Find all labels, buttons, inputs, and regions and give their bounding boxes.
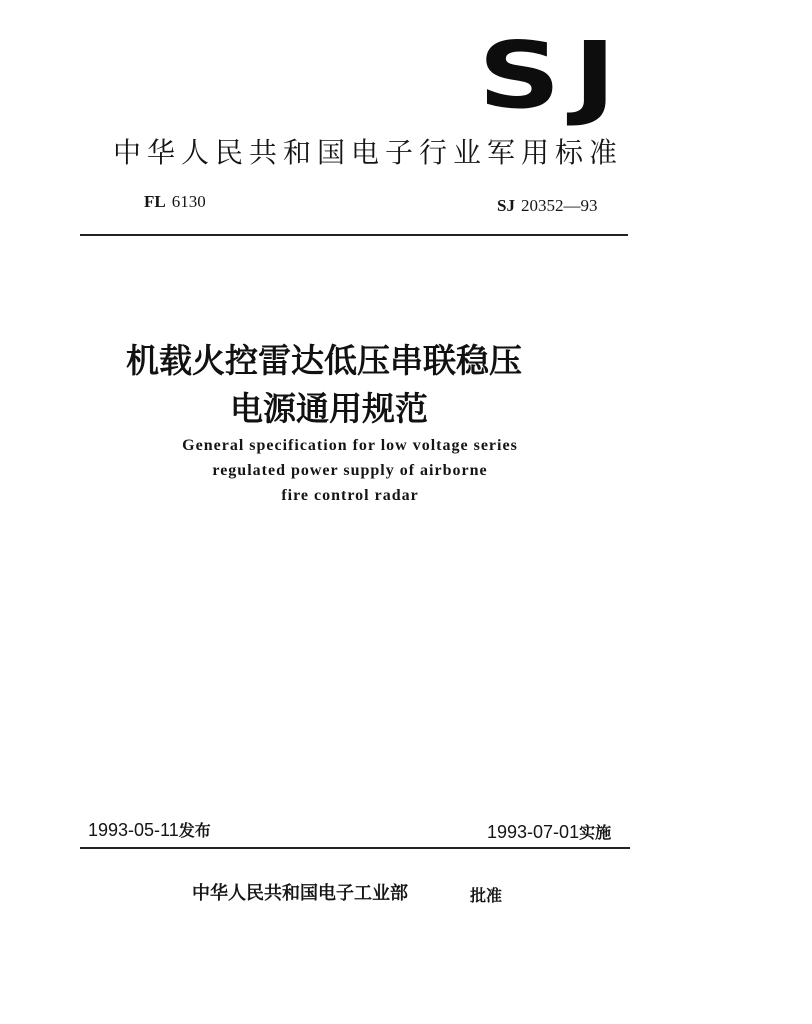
standard-number-value: 20352—93 [520,196,598,215]
document-title-line-1: 机载火控雷达低压串联稳压 [126,341,522,380]
issue-label: 发布 [178,821,211,840]
issue-date-value: 1993-05-11 [88,820,179,840]
english-title [150,433,550,508]
classification-number: 6130 [171,192,206,211]
classification-prefix: FL [144,192,166,211]
standard-prefix: SJ [497,196,515,215]
standard-number [497,195,597,217]
standard-category-title: 中华人民共和国电子行业军用标准 [113,136,624,169]
approve-label: 批准 [470,886,503,905]
english-title-line-1: General specification for low voltage series [182,437,518,454]
english-title-line-3: fire control radar [281,487,419,504]
effective-date [487,820,611,845]
header-divider [80,234,628,236]
approving-authority: 中华人民共和国电子工业部 [192,883,408,904]
issue-date [88,818,211,843]
document-title-line-2: 电源通用规范 [230,389,428,428]
english-title-line-2: regulated power supply of airborne [212,462,488,479]
footer-divider [80,847,630,849]
effective-date-value: 1993-07-01 [487,822,580,842]
sj-logo: SJ [478,22,629,129]
effective-label: 实施 [579,823,612,842]
classification-code [144,191,206,213]
